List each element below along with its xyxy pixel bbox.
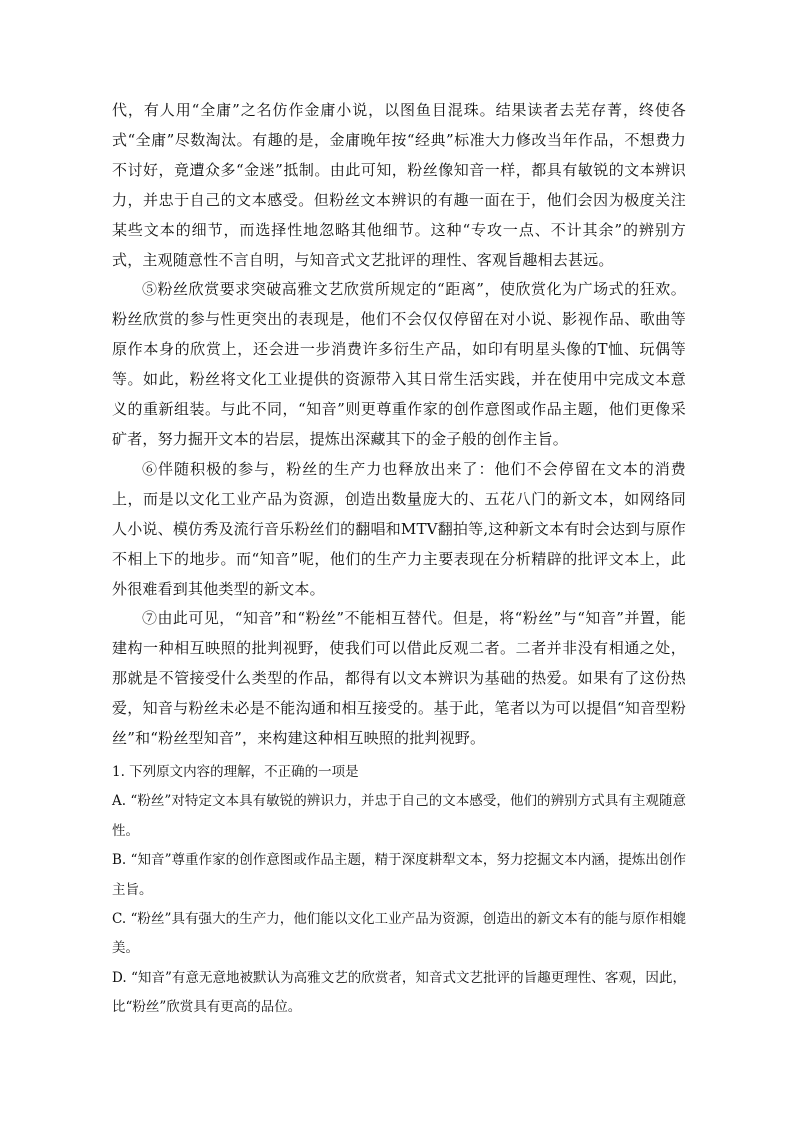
question-stem: 1. 下列原文内容的理解，不正确的一项是 [112, 763, 359, 780]
passage-paragraph-7: ⑦由此可见，“知音”和“粉丝”不能相互替代。但是，将“粉丝”与“知音”并置，能建构一种相互映照的批判视野，使我们可以借此反观二者。二者并非没有相通之处，那就是不管接受什么类型的作品，都得有以文本辨识为基础的热爱。如果有了这份热爱，知音与粉丝未必是不能沟通和相互接受的。基于此，笔者以为可以提倡“知音型粉丝”和“粉丝型知音”，来构建这种相互映照的批判视野。 [112, 609, 686, 748]
passage-paragraph-5: ⑤粉丝欣赏要求突破高雅文艺欣赏所规定的“距离”，使欣赏化为广场式的狂欢。粉丝欣赏的参与性更突出的表现是，他们不会仅仅停留在对小说、影视作品、歌曲等原作本身的欣赏上，还会进一步消费许多衍生产品，如印有明星头像的T恤、玩偶等等。如此，粉丝将文化工业提供的资源带入其日常生活实践，并在使用中完成文本意义的重新组装。与此不同，“知音”则更尊重作家的创作意图或作品主题，他们更像采矿者，努力掘开文本的岩层，提炼出深藏其下的金子般的创作主旨。 [112, 280, 686, 448]
option-d: D. “知音”有意无意地被默认为高雅文艺的欣赏者，知音式文艺批评的旨趣更理性、客观，因此，比“粉丝”欣赏具有更高的品位。 [112, 969, 686, 1016]
passage-paragraph-continued: 代，有人用“全庸”之名仿作金庸小说，以图鱼目混珠。结果读者去芜存菁，终使各式“全庸”尽数淘汰。有趣的是，金庸晚年按“经典”标准大力修改当年作品，不想费力不讨好，竟遭众多“金迷”抵制。由此可知，粉丝像知音一样，都具有敏锐的文本辨识力，并忠于自己的文本感受。但粉丝文本辨识的有趣一面在于，他们会因为极度关注某些文本的细节，而选择性地忽略其他细节。这种“专攻一点、不计其余”的辨别方式，主观随意性不言自明，与知音式文艺批评的理性、客观旨趣相去甚远。 [112, 101, 686, 269]
option-a: A. “粉丝”对特定文本具有敏锐的辨识力，并忠于自己的文本感受，他们的辨别方式具有主观随意性。 [112, 793, 686, 839]
document-page [112, 96, 686, 1023]
option-b: B. “知音”尊重作家的创作意图或作品主题，精于深度耕犁文本，努力挖掘文本内涵，提炼出创作主旨。 [112, 852, 686, 898]
passage-paragraph-6: ⑥伴随积极的参与，粉丝的生产力也释放出来了：他们不会停留在文本的消费上，而是以文化工业产品为资源，创造出数量庞大的、五花八门的新文本，如网络同人小说、模仿秀及流行音乐粉丝们的翻唱和MTV翻拍等,这种新文本有时会达到与原作不相上下的地步。而“知音”呢，他们的生产力主要表现在分析精辟的批评文本上，此外很难看到其他类型的新文本。 [112, 459, 686, 598]
option-c: C. “粉丝”具有强大的生产力，他们能以文化工业产品为资源，创造出的新文本有的能与原作相媲美。 [112, 910, 686, 957]
